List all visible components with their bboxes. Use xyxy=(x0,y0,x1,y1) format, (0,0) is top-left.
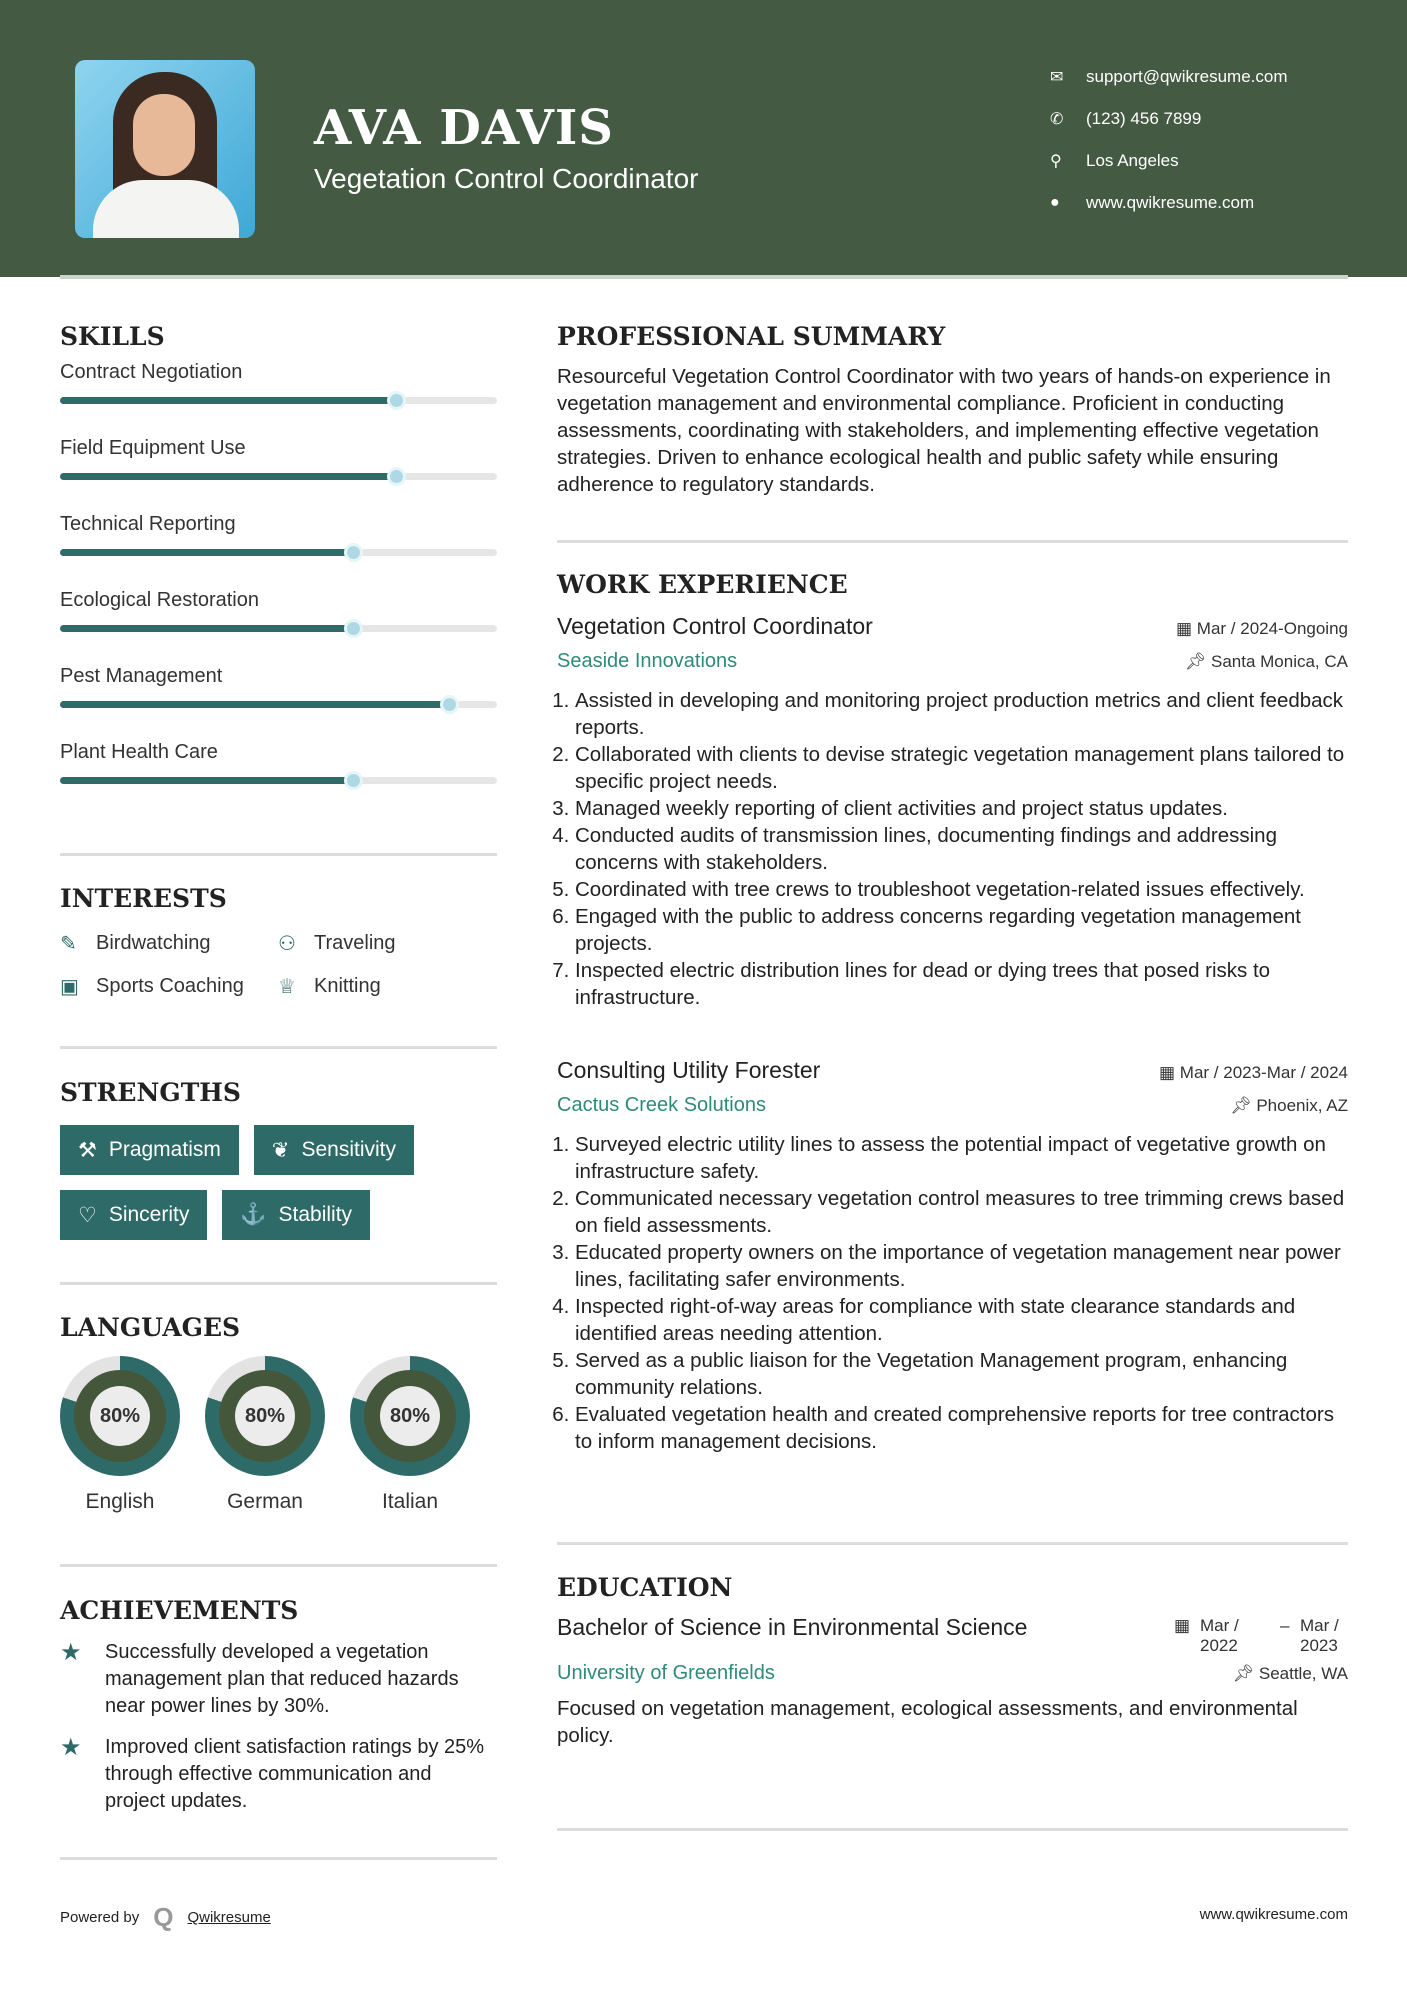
skill-bar-fill xyxy=(60,397,396,404)
envelope-icon: ✉ xyxy=(1050,69,1064,86)
skill-bar xyxy=(60,397,497,404)
job-bullet: 5. Coordinated with tree crews to troubleshoot vegetation-related issues effectively. xyxy=(575,876,1348,903)
job-bullet: 2. Collaborated with clients to devise strategic vegetation management plans tailored to specific project needs. xyxy=(575,741,1348,795)
skills-section xyxy=(60,322,497,817)
strength-tag xyxy=(254,1125,414,1175)
summary-text: Resourceful Vegetation Control Coordinator with two years of hands-on experience in vegetation management and environmental compliance. Proficient in conducting assessments, coordinating with stakeholders, and implementing effective vegetation strategies. Driven to enhance ecological health and public safety while ensuring adherence to regulatory standards. xyxy=(557,365,1331,496)
achievement-item xyxy=(60,1639,497,1720)
skill-bar-knob xyxy=(440,695,459,714)
skill-label: Contract Negotiation xyxy=(60,361,243,383)
job-bullet: 3. Educated property owners on the importance of vegetation management near power lines, facilitating safer environments. xyxy=(575,1239,1348,1293)
skill-bar-fill xyxy=(60,549,353,556)
interest-label: Knitting xyxy=(314,975,381,997)
divider xyxy=(60,1046,497,1049)
gavel-icon: ⚒ xyxy=(78,1138,97,1162)
location-text: Seattle, WA xyxy=(1258,1664,1348,1683)
skill-bar-knob xyxy=(344,619,363,638)
strength-label: Sincerity xyxy=(108,1203,190,1226)
skill-bar-knob xyxy=(344,543,363,562)
section-title: EDUCATION xyxy=(557,1573,733,1602)
job-bullet: 5. Served as a public liaison for the Vegetation Management program, enhancing community relations. xyxy=(575,1347,1348,1401)
phone-icon: ✆ xyxy=(1050,111,1064,128)
section-title: LANGUAGES xyxy=(60,1313,241,1342)
job-title: Vegetation Control Coordinator xyxy=(557,613,873,639)
end-date: Mar / 2023 xyxy=(1300,1616,1339,1655)
location-text: Santa Monica, CA xyxy=(1210,652,1348,671)
company-name: Seaside Innovations xyxy=(557,650,738,672)
language-label: Italian xyxy=(381,1490,439,1513)
job-bullet: 6. Engaged with the public to address concerns regarding vegetation management projects. xyxy=(575,903,1348,957)
summary-section xyxy=(557,322,1348,498)
skill-bar-knob xyxy=(387,467,406,486)
section-title: WORK EXPERIENCE xyxy=(557,570,848,599)
pin-icon: 📌︎ xyxy=(1232,1664,1259,1683)
contact-text: (123) 456 7899 xyxy=(1086,109,1202,128)
job-location xyxy=(1230,1096,1348,1116)
section-title: STRENGTHS xyxy=(60,1078,241,1107)
job-entry xyxy=(557,613,1348,1011)
job-location xyxy=(1185,652,1348,672)
interest-label: Birdwatching xyxy=(96,932,211,954)
pin-icon: 📌︎ xyxy=(1184,652,1211,671)
section-title: SKILLS xyxy=(60,322,165,351)
location-text: Phoenix, AZ xyxy=(1256,1096,1348,1115)
skill-label: Technical Reporting xyxy=(60,513,236,535)
skill-bar-fill xyxy=(60,473,396,480)
star-icon: ★ xyxy=(60,1639,82,1666)
company-name: Cactus Creek Solutions xyxy=(557,1094,766,1116)
heart-icon: ♡ xyxy=(78,1203,97,1227)
job-bullets xyxy=(557,687,1348,1011)
education-description: Focused on vegetation management, ecological assessments, and environmental policy. xyxy=(557,1697,1298,1747)
edit-icon: ✎ xyxy=(60,933,77,955)
interest-item xyxy=(278,931,478,956)
contact-list xyxy=(1050,56,1288,224)
skill-bar-fill xyxy=(60,625,353,632)
strength-tag xyxy=(60,1125,239,1175)
strength-tag xyxy=(222,1190,370,1240)
job-bullet: 4. Conducted audits of transmission lines, documenting findings and addressing concerns with stakeholders. xyxy=(575,822,1348,876)
language-percent: 80% xyxy=(380,1386,440,1446)
skill-label: Plant Health Care xyxy=(60,741,218,763)
skill-label: Field Equipment Use xyxy=(60,437,246,459)
job-bullet: 6. Evaluated vegetation health and created comprehensive reports for tree contractors to inform management decisions. xyxy=(575,1401,1348,1455)
contact-text: Los Angeles xyxy=(1086,151,1179,170)
interest-label: Traveling xyxy=(314,932,396,954)
job-bullet: 3. Managed weekly reporting of client activities and project status updates. xyxy=(575,795,1348,822)
contact-text: www.qwikresume.com xyxy=(1086,193,1255,212)
strength-label: Pragmatism xyxy=(108,1138,221,1161)
powered-by-label: Powered by xyxy=(60,1909,140,1926)
skill-bar xyxy=(60,777,497,784)
education-location xyxy=(1233,1664,1348,1684)
interest-label: Sports Coaching xyxy=(96,975,244,997)
leaf-icon: ❦ xyxy=(271,1138,290,1162)
contact-phone[interactable] xyxy=(1050,98,1288,140)
candidate-name: AVA DAVIS xyxy=(314,100,614,156)
binoculars-icon: ⚇ xyxy=(278,933,296,955)
job-title: Consulting Utility Forester xyxy=(557,1057,821,1083)
skill-bar-fill xyxy=(60,777,353,784)
skill-item xyxy=(60,665,497,741)
skill-item xyxy=(60,741,497,817)
divider xyxy=(60,1282,497,1285)
skill-bar-fill xyxy=(60,701,449,708)
achievement-item xyxy=(60,1734,497,1815)
job-bullet: 7. Inspected electric distribution lines for dead or dying trees that posed risks to infrastructure. xyxy=(575,957,1348,1011)
skill-bar-knob xyxy=(387,391,406,410)
map-pin-icon: ⚲ xyxy=(1050,153,1062,170)
skill-bar xyxy=(60,625,497,632)
interest-item xyxy=(278,974,478,999)
education-dates: ▦ Mar / 2022 – Mar / 2023 xyxy=(1174,1616,1348,1656)
language-item xyxy=(350,1356,470,1514)
strength-label: Stability xyxy=(278,1203,353,1226)
job-dates xyxy=(1176,619,1348,639)
footer-url[interactable]: www.qwikresume.com xyxy=(1199,1906,1348,1923)
experience-section xyxy=(557,570,1348,1455)
achievement-text: Successfully developed a vegetation management plan that reduced hazards near power lines by 30%. xyxy=(105,1641,459,1717)
pin-icon: 📌︎ xyxy=(1230,1096,1257,1115)
trophy-icon: ♕ xyxy=(278,976,296,998)
contact-website[interactable] xyxy=(1050,182,1288,224)
divider xyxy=(557,1828,1348,1831)
globe-icon: ● xyxy=(1050,194,1060,211)
language-percent: 80% xyxy=(235,1386,295,1446)
achievement-text: Improved client satisfaction ratings by 25% through effective communication and project updates. xyxy=(105,1736,485,1812)
job-bullet: 1. Assisted in developing and monitoring project production metrics and client feedback reports. xyxy=(575,687,1348,741)
job-bullet: 2. Communicated necessary vegetation control measures to tree trimming crews based on field assessments. xyxy=(575,1185,1348,1239)
divider xyxy=(60,853,497,856)
achievements-section xyxy=(60,1596,497,1815)
calendar-icon: ▦ xyxy=(1159,1063,1180,1082)
job-bullet: 1. Surveyed electric utility lines to assess the potential impact of vegetative growth on infrastructure safety. xyxy=(575,1131,1348,1185)
candidate-role: Vegetation Control Coordinator xyxy=(314,163,699,194)
education-section xyxy=(557,1573,1348,1749)
header xyxy=(0,0,1407,277)
skill-item xyxy=(60,437,497,513)
star-icon: ★ xyxy=(60,1734,82,1761)
briefcase-icon: ▣ xyxy=(60,976,79,998)
calendar-icon: ▦ xyxy=(1173,1616,1190,1635)
skill-label: Pest Management xyxy=(60,665,223,687)
language-progress-ring xyxy=(205,1356,325,1476)
skill-bar xyxy=(60,701,497,708)
dates-text: Mar / 2024-Ongoing xyxy=(1196,619,1348,638)
interests-section xyxy=(60,884,497,999)
school-name: University of Greenfields xyxy=(557,1662,775,1684)
qwikresume-logo-icon: Q xyxy=(153,1902,174,1932)
skill-bar xyxy=(60,473,497,480)
brand-link[interactable]: Qwikresume xyxy=(187,1909,271,1926)
skill-item xyxy=(60,589,497,665)
languages-section xyxy=(60,1313,497,1514)
strength-label: Sensitivity xyxy=(301,1138,396,1161)
language-label: English xyxy=(85,1490,155,1513)
job-dates xyxy=(1159,1063,1348,1083)
profile-photo xyxy=(75,60,255,238)
strengths-section xyxy=(60,1078,497,1240)
start-date: Mar / 2022 xyxy=(1200,1616,1239,1655)
skill-item xyxy=(60,513,497,589)
language-percent: 80% xyxy=(90,1386,150,1446)
divider xyxy=(60,1857,497,1860)
language-item xyxy=(205,1356,325,1514)
header-divider xyxy=(60,275,1348,279)
section-title: INTERESTS xyxy=(60,884,227,913)
divider xyxy=(557,1542,1348,1545)
contact-location xyxy=(1050,140,1288,182)
footer-powered xyxy=(60,1902,271,1933)
skill-label: Ecological Restoration xyxy=(60,589,259,611)
job-entry xyxy=(557,1057,1348,1455)
strength-tag xyxy=(60,1190,207,1240)
job-bullets xyxy=(557,1131,1348,1455)
language-item xyxy=(60,1356,180,1514)
skill-bar xyxy=(60,549,497,556)
interest-item xyxy=(60,974,278,999)
divider xyxy=(557,540,1348,543)
skill-item xyxy=(60,361,497,437)
job-bullet: 4. Inspected right-of-way areas for compliance with state clearance standards and identified areas needing attention. xyxy=(575,1293,1348,1347)
divider xyxy=(60,1564,497,1567)
section-title: PROFESSIONAL SUMMARY xyxy=(557,322,946,351)
language-progress-ring xyxy=(60,1356,180,1476)
section-title: ACHIEVEMENTS xyxy=(60,1596,299,1625)
degree-title: Bachelor of Science in Environmental Science xyxy=(557,1614,1028,1640)
language-progress-ring xyxy=(350,1356,470,1476)
skill-bar-knob xyxy=(344,771,363,790)
language-label: German xyxy=(227,1490,303,1513)
contact-text: support@qwikresume.com xyxy=(1086,67,1288,86)
anchor-icon: ⚓ xyxy=(240,1203,267,1226)
contact-email[interactable] xyxy=(1050,56,1288,98)
dates-text: Mar / 2023-Mar / 2024 xyxy=(1179,1063,1348,1082)
calendar-icon: ▦ xyxy=(1176,619,1197,638)
interest-item xyxy=(60,931,278,956)
